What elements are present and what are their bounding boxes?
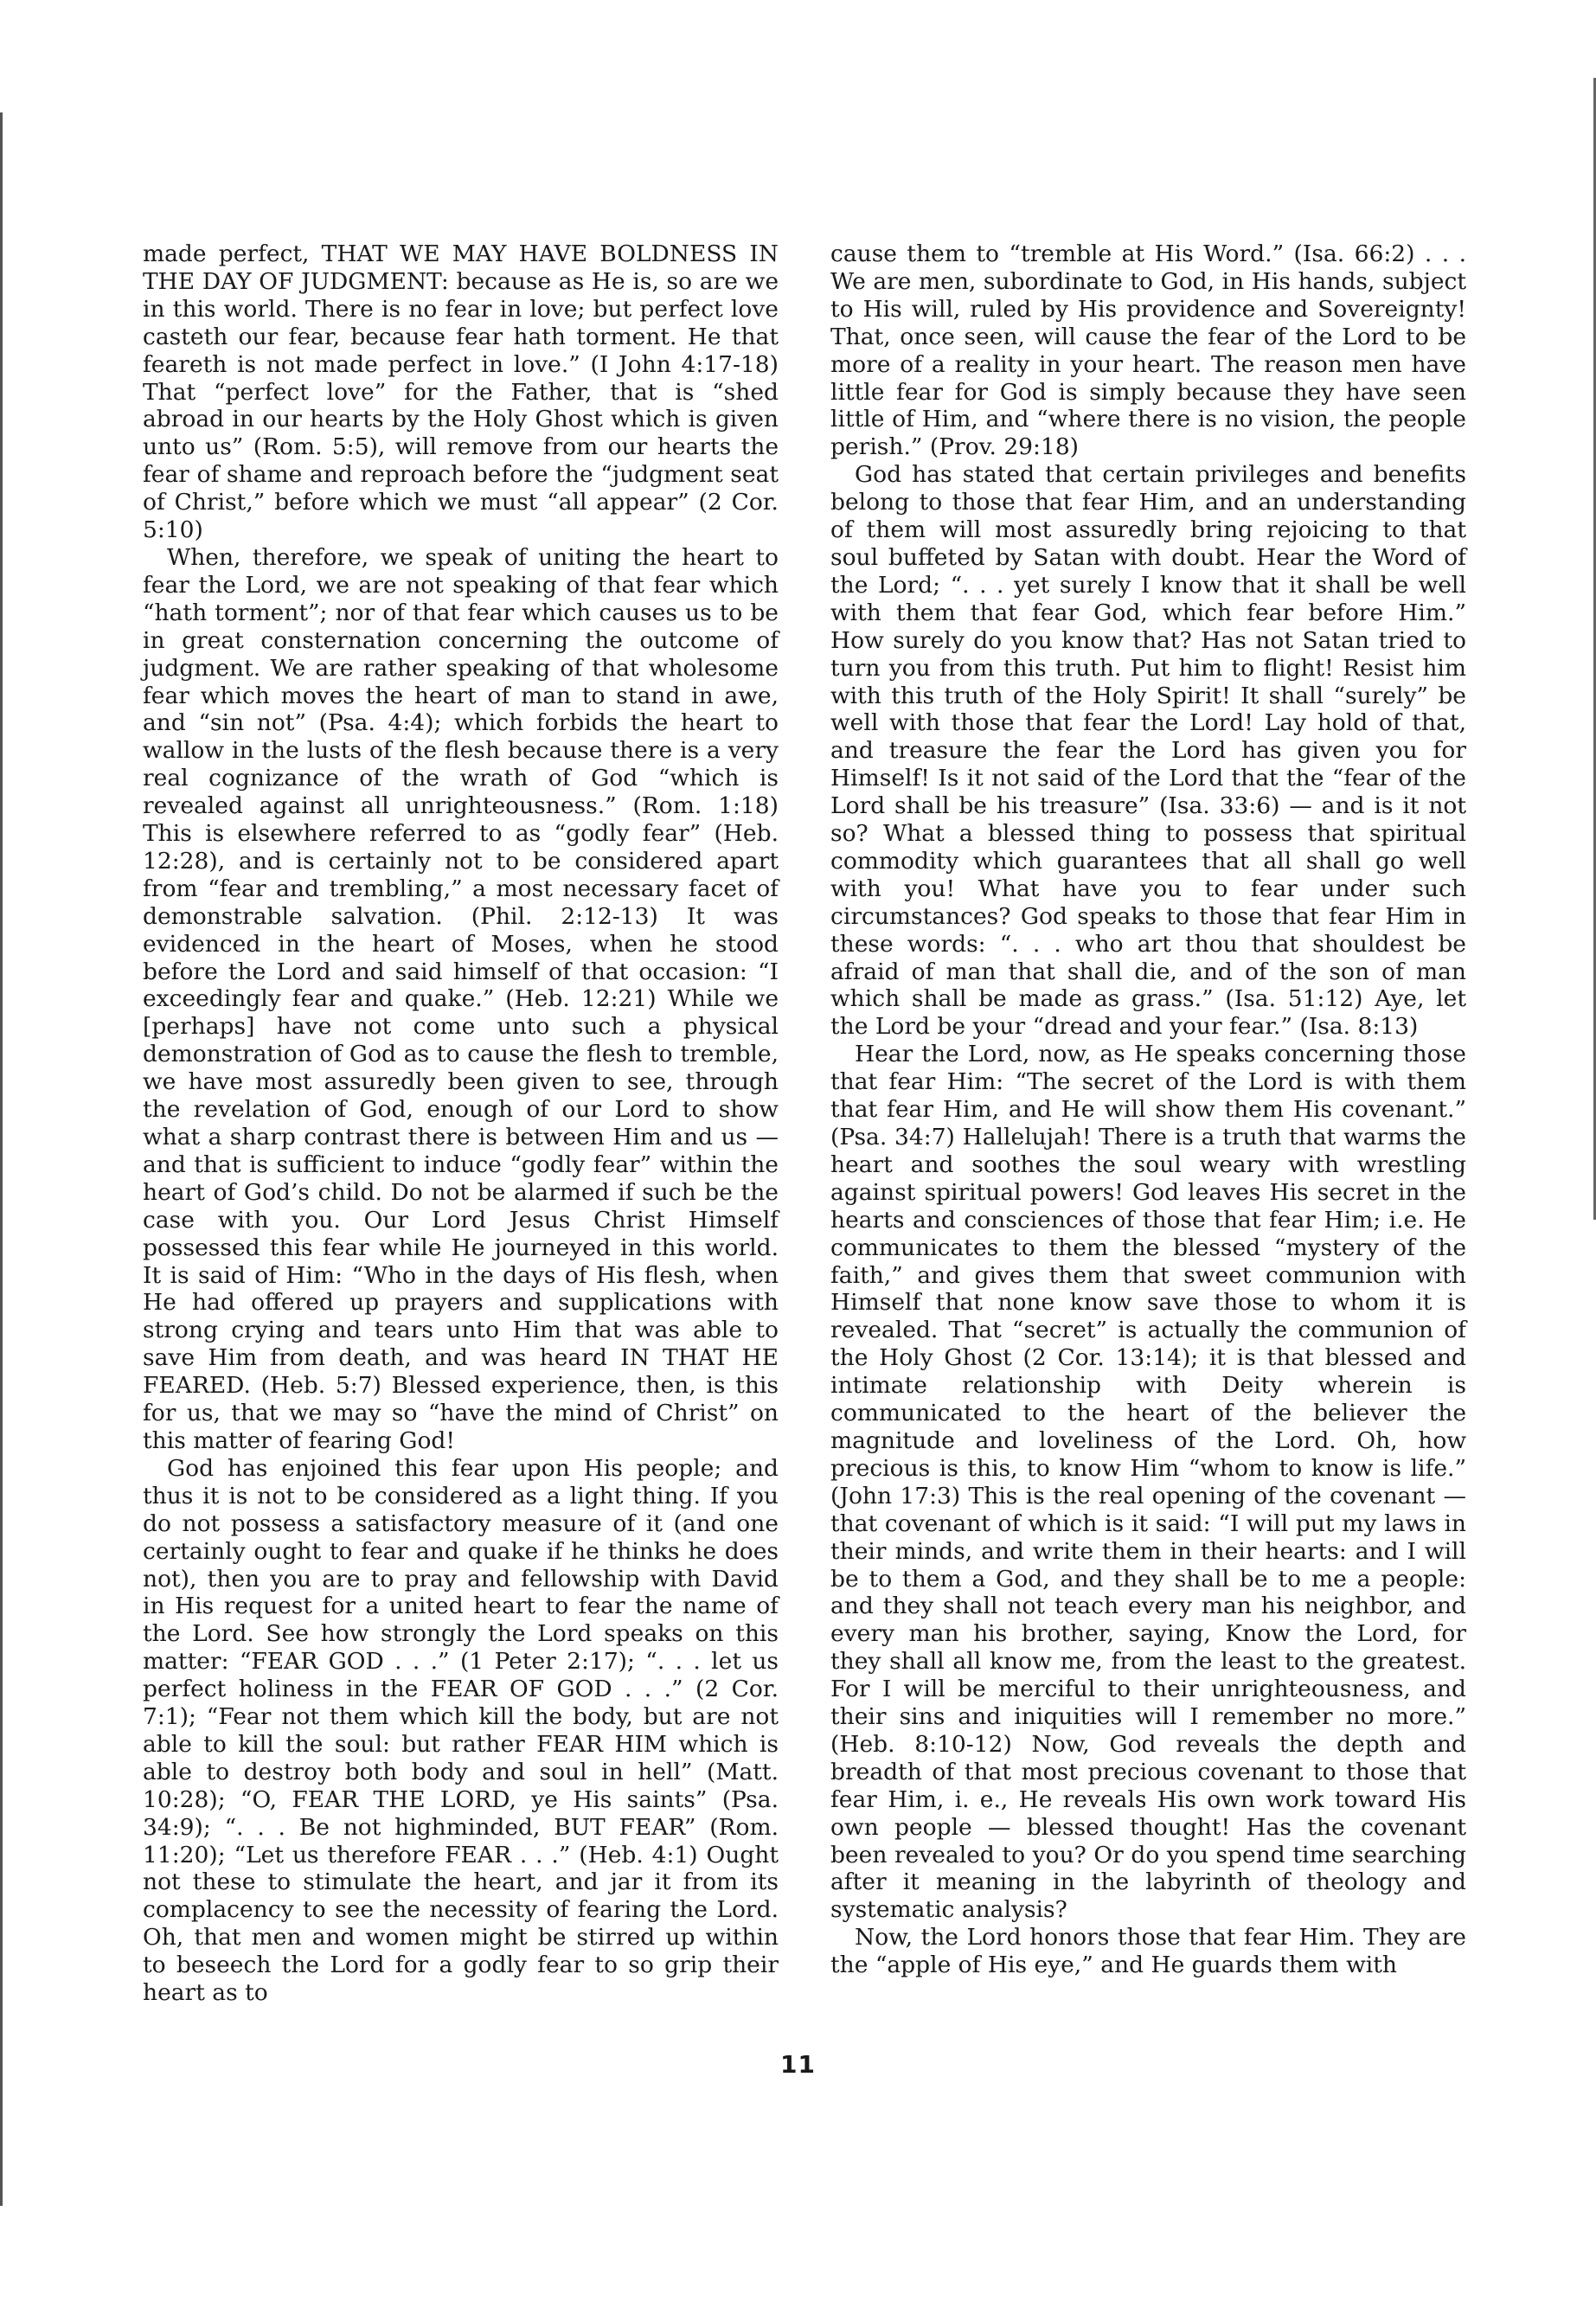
page-number: 11 [780, 2050, 816, 2079]
scan-edge-left [0, 112, 3, 2206]
right-paragraph-1: cause them to “tremble at His Word.” (Isa. 66:2) . . . We are men, subordinate to God, in His hands, subject to His will, ruled by His providence and Sovereignty! That, once seen, will cause the fear of the Lord to be more of a reality in your heart. The reason men have little fear for God is simply because they have seen little of Him, and “where there is no vision, the people perish.” (Prov. 29:18) [830, 240, 1466, 461]
right-column [830, 240, 1466, 2057]
left-paragraph-2: When, therefore, we speak of uniting the heart to fear the Lord, we are not speaking of that fear which “hath torment”; nor of that fear which causes us to be in great consternation concerning the outcome of judgment. We are rather speaking of that wholesome fear which moves the heart of man to stand in awe, and “sin not” (Psa. 4:4); which forbids the heart to wallow in the lusts of the flesh because there is a very real cognizance of the wrath of God “which is revealed against all unrighteousness.” (Rom. 1:18) This is elsewhere referred to as “godly fear” (Heb. 12:28), and is certainly not to be considered apart from “fear and trembling,” a most necessary facet of demonstrable salvation. (Phil. 2:12-13) It was evidenced in the heart of Moses, when he stood before the Lord and said himself of that occasion: “I exceedingly fear and quake.” (Heb. 12:21) While we [perhaps] have not come unto such a physical demonstration of God as to cause the flesh to tremble, we have most assuredly been given to see, through the revelation of God, enough of our Lord to show what a sharp contrast there is between Him and us — and that is sufficient to induce “godly fear” within the heart of God’s child. Do not be alarmed if such be the case with you. Our Lord Jesus Christ Himself possessed this fear while He journeyed in this world. It is said of Him: “Who in the days of His flesh, when He had offered up prayers and supplications with strong crying and tears unto Him that was able to save Him from death, and was heard IN THAT HE FEARED. (Heb. 5:7) Blessed experience, then, is this for us, that we may so “have the mind of Christ” on this matter of fearing God! [143, 543, 779, 1454]
left-paragraph-1: made perfect, THAT WE MAY HAVE BOLDNESS IN THE DAY OF JUDGMENT: because as He is, so are we in this world. There is no fear in love; but perfect love casteth our fear, because fear hath torment. He that feareth is not made perfect in love.” (I John 4:17-18) That “perfect love” for the Father, that is “shed abroad in our hearts by the Holy Ghost which is given unto us” (Rom. 5:5), will remove from our hearts the fear of shame and reproach before the “judgment seat of Christ,” before which we must “all appear” (2 Cor. 5:10) [143, 240, 779, 544]
right-paragraph-2: God has stated that certain privileges and benefits belong to those that fear Him, and an understanding of them will most assuredly bring rejoicing to that soul buffeted by Satan with doubt. Hear the Word of the Lord; “. . . yet surely I know that it shall be well with them that fear God, which fear before Him.” How surely do you know that? Has not Satan tried to turn you from this truth. Put him to flight! Resist him with this truth of the Holy Spirit! It shall “surely” be well with those that fear the Lord! Lay hold of that, and treasure the fear the Lord has given you for Himself! Is it not said of the Lord that the “fear of the Lord shall be his treasure” (Isa. 33:6) — and is it not so? What a blessed thing to possess that spiritual commodity which guarantees that all shall go well with you! What have you to fear under such circumstances? God speaks to those that fear Him in these words: “. . . who art thou that shouldest be afraid of man that shall die, and of the son of man which shall be made as grass.” (Isa. 51:12) Aye, let the Lord be your “dread and your fear.” (Isa. 8:13) [830, 461, 1466, 1041]
page-body [143, 240, 1475, 2057]
right-paragraph-4: Now, the Lord honors those that fear Him. They are the “apple of His eye,” and He guards them with [830, 1924, 1466, 1979]
left-column [143, 240, 779, 2057]
right-paragraph-3: Hear the Lord, now, as He speaks concerning those that fear Him: “The secret of the Lord is with them that fear Him, and He will show them His covenant.” (Psa. 34:7) Hallelujah! There is a truth that warms the heart and soothes the soul weary with wrestling against spiritual powers! God leaves His secret in the hearts and consciences of those that fear Him; i.e. He communicates to them the blessed “mystery of the faith,” and gives them that sweet communion with Himself that none know save those to whom it is revealed. That “secret” is actually the communion of the Holy Ghost (2 Cor. 13:14); it is that blessed and intimate relationship with Deity wherein is communicated to the heart of the believer the magnitude and loveliness of the Lord. Oh, how precious is this, to know Him “whom to know is life.” (John 17:3) This is the real opening of the covenant — that covenant of which is it said: “I will put my laws in their minds, and write them in their hearts: and I will be to them a God, and they shall be to me a people: and they shall not teach every man his neighbor, and every man his brother, saying, Know the Lord, for they shall all know me, from the least to the greatest. For I will be merciful to their unrighteousness, and their sins and iniquities will I remember no more.” (Heb. 8:10-12) Now, God reveals the depth and breadth of that most precious covenant to those that fear Him, i. e., He reveals His own work toward His own people — blessed thought! Has the covenant been revealed to you? Or do you spend time searching after it meaning in the labyrinth of theology and systematic analysis? [830, 1041, 1466, 1924]
left-paragraph-3: God has enjoined this fear upon His people; and thus it is not to be considered as a light thing. If you do not possess a satisfactory measure of it (and one certainly ought to fear and quake if he thinks he does not), then you are to pray and fellowship with David in His request for a united heart to fear the name of the Lord. See how strongly the Lord speaks on this matter: “FEAR GOD . . .” (1 Peter 2:17); “. . . let us perfect holiness in the FEAR OF GOD . . .” (2 Cor. 7:1); “Fear not them which kill the body, but are not able to kill the soul: but rather FEAR HIM which is able to destroy both body and soul in hell” (Matt. 10:28); “O, FEAR THE LORD, ye His saints” (Psa. 34:9); “. . . Be not highminded, BUT FEAR” (Rom. 11:20); “Let us therefore FEAR . . .” (Heb. 4:1) Ought not these to stimulate the heart, and jar it from its complacency to see the necessity of fearing the Lord. Oh, that men and women might be stirred up within to beseech the Lord for a godly fear to so grip their heart as to [143, 1454, 779, 2007]
